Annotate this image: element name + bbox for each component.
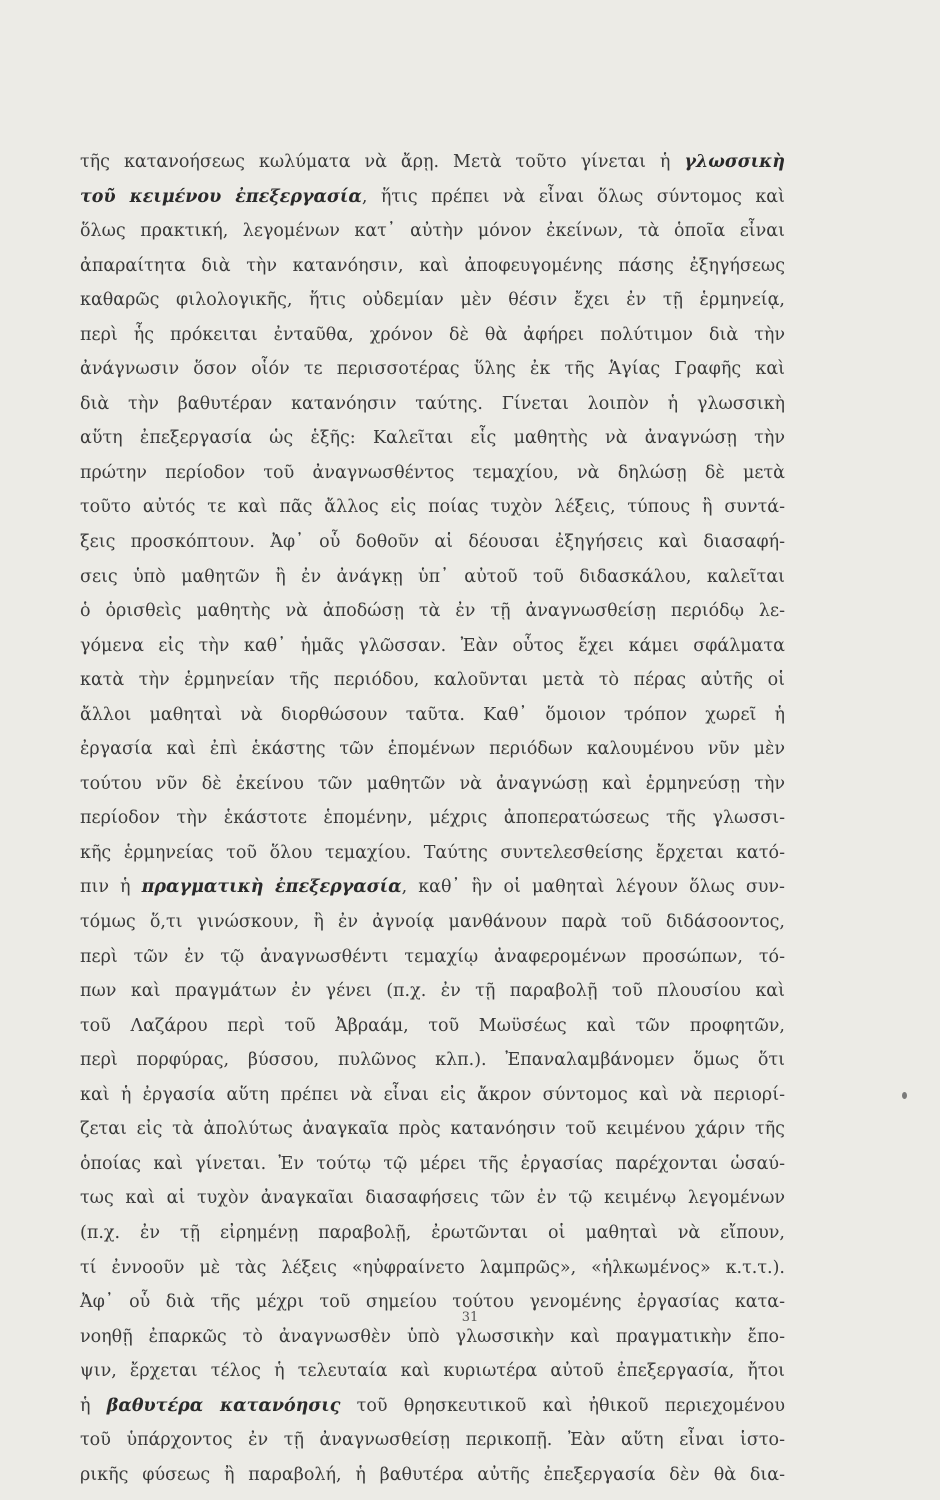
text-segment: τως καὶ αἱ τυχὸν ἀναγκαῖαι διασαφήσεις τῶν ἐν τῷ κειμένῳ λεγομένων [80, 1188, 785, 1209]
text-line [80, 870, 785, 905]
text-line [80, 180, 785, 215]
text-segment: κατὰ τὴν ἑρμηνείαν τῆς περιόδου, καλοῦνται μετὰ τὸ πέρας αὐτῆς οἱ [80, 670, 785, 691]
text-segment: ὅλως πρακτική, λεγομένων κατ᾽ αὐτὴν μόνον ἐκείνων, τὰ ὁποῖα εἶναι [80, 221, 785, 242]
text-segment: ξεις προσκόπτουν. Ἀφ᾽ οὗ δοθοῦν αἱ δέουσαι ἐξηγήσεις καὶ διασαφή- [80, 532, 785, 553]
text-segment: τοῦ ὑπάρχοντος ἐν τῇ ἀναγνωσθείσῃ περικοπῇ. Ἐὰν αὕτη εἶναι ἱστο- [80, 1430, 785, 1451]
text-segment: ἄλλοι μαθηταὶ νὰ διορθώσουν ταῦτα. Καθ᾽ ὅμοιον τρόπον χωρεῖ ἡ [80, 704, 785, 725]
text-segment: ψιν, ἔρχεται τέλος ἡ τελευταία καὶ κυριωτέρα αὐτοῦ ἐπεξεργασία, ἤτοι [80, 1361, 785, 1382]
text-line [80, 1389, 785, 1424]
text-line [80, 214, 785, 249]
text-line [80, 836, 785, 871]
text-line [80, 1251, 785, 1286]
text-line [80, 1423, 785, 1458]
text-segment: ἀνάγνωσιν ὅσον οἷόν τε περισσοτέρας ὕλης ἐκ τῆς Ἁγίας Γραφῆς καὶ [80, 359, 785, 380]
text-segment: πρώτην περίοδον τοῦ ἀναγνωσθέντος τεμαχίου, νὰ δηλώσῃ δὲ μετὰ [80, 462, 785, 483]
emphasized-phrase: πραγματικὴ ἐπεξεργασία [141, 877, 402, 898]
text-line [80, 698, 785, 733]
text-segment: γόμενα εἰς τὴν καθ᾽ ἡμᾶς γλῶσσαν. Ἐὰν οὗτος ἔχει κάμει σφάλματα [80, 635, 785, 656]
emphasized-phrase: τοῦ κειμένου ἐπεξεργασία [80, 186, 362, 207]
text-line [80, 767, 785, 802]
text-line [80, 387, 785, 422]
text-line [80, 145, 785, 180]
page-number: 31 [461, 1310, 479, 1325]
text-segment: περὶ πορφύρας, βύσσου, πυλῶνος κλπ.). Ἐπαναλαμβάνομεν ὅμως ὅτι [80, 1050, 785, 1071]
text-line [80, 594, 785, 629]
text-segment: τοῦτο αὐτός τε καὶ πᾶς ἄλλος εἰς ποίας τυχὸν λέξεις, τύπους ἢ συντά- [80, 497, 785, 518]
text-line [80, 1354, 785, 1389]
text-segment: τόμως ὅ,τι γινώσκουν, ἢ ἐν ἀγνοίᾳ μανθάνουν παρὰ τοῦ διδάσοοντος, [80, 912, 785, 933]
text-segment: πιν ἡ [80, 877, 142, 898]
text-line [80, 352, 785, 387]
text-segment: περίοδον τὴν ἑκάστοτε ἑπομένην, μέχρις ἀποπερατώσεως τῆς γλωσσι- [80, 808, 785, 829]
text-line [80, 421, 785, 456]
text-line [80, 283, 785, 318]
text-line [80, 249, 785, 284]
text-segment: καὶ ἡ ἐργασία αὕτη πρέπει νὰ εἶναι εἰς ἄκρον σύντομος καὶ νὰ περιορί- [80, 1084, 785, 1105]
text-line [80, 905, 785, 940]
text-segment: Ἀφ᾽ οὗ διὰ τῆς μέχρι τοῦ σημείου τούτου γενομένης ἐργασίας κατα- [80, 1292, 785, 1313]
text-segment: ὁποίας καὶ γίνεται. Ἐν τούτῳ τῷ μέρει τῆς ἐργασίας παρέχονται ὡσαύ- [80, 1153, 785, 1174]
emphasized-phrase: βαθυτέρα κατανόησις [106, 1395, 341, 1416]
text-segment: διὰ τὴν βαθυτέραν κατανόησιν ταύτης. Γίνεται λοιπὸν ἡ γλωσσικὴ [80, 393, 785, 414]
text-segment: αὕτη ἐπεξεργασία ὡς ἑξῆς: Καλεῖται εἷς μαθητὴς νὰ ἀναγνώσῃ τὴν [80, 428, 785, 449]
text-segment: ἀπαραίτητα διὰ τὴν κατανόησιν, καὶ ἀποφευγομένης πάσης ἐξηγήσεως [80, 255, 785, 276]
text-segment: καθαρῶς φιλολογικῆς, ἥτις οὐδεμίαν μὲν θέσιν ἔχει ἐν τῇ ἑρμηνείᾳ, [80, 290, 785, 311]
text-segment: , καθ᾽ ἣν οἱ μαθηταὶ λέγουν ὅλως συν- [401, 877, 785, 898]
text-line [80, 1043, 785, 1078]
text-line [80, 940, 785, 975]
text-line [80, 525, 785, 560]
text-segment: ὁ ὁρισθεὶς μαθητὴς νὰ ἀποδώσῃ τὰ ἐν τῇ ἀναγνωσθείσῃ περιόδῳ λε- [80, 601, 785, 622]
text-line [80, 732, 785, 767]
text-line [80, 490, 785, 525]
text-line [80, 801, 785, 836]
text-segment: τῆς κατανοήσεως κωλύματα νὰ ἄρῃ. Μετὰ τοῦτο γίνεται ἡ [80, 152, 685, 172]
text-line [80, 1181, 785, 1216]
text-segment: πων καὶ πραγμάτων ἐν γένει (π.χ. ἐν τῇ παραβολῇ τοῦ πλουσίου καὶ [80, 981, 785, 1002]
text-segment: ἐργασία καὶ ἐπὶ ἑκάστης τῶν ἑπομένων περιόδων καλουμένου νῦν μὲν [80, 739, 785, 760]
text-line [80, 663, 785, 698]
text-line [80, 456, 785, 491]
text-segment: σεις ὑπὸ μαθητῶν ἢ ἐν ἀνάγκῃ ὑπ᾽ αὐτοῦ τοῦ διδασκάλου, καλεῖται [80, 566, 785, 587]
text-line [80, 1078, 785, 1113]
text-segment: ἡ [80, 1395, 107, 1416]
text-line [80, 629, 785, 664]
text-line [80, 1458, 785, 1493]
text-line [80, 974, 785, 1009]
text-segment: ζεται εἰς τὰ ἀπολύτως ἀναγκαῖα πρὸς κατανόησιν τοῦ κειμένου χάριν τῆς [80, 1119, 785, 1140]
text-segment: κῆς ἑρμηνείας τοῦ ὅλου τεμαχίου. Ταύτης συντελεσθείσης ἔρχεται κατό- [80, 842, 785, 863]
text-segment: τούτου νῦν δὲ ἐκείνου τῶν μαθητῶν νὰ ἀναγνώσῃ καὶ ἑρμηνεύσῃ τὴν [80, 773, 785, 794]
text-line [80, 1009, 785, 1044]
text-segment: ρικῆς φύσεως ἢ παραβολή, ἡ βαθυτέρα αὐτῆς ἐπεξεργασία δὲν θὰ δια- [80, 1464, 785, 1485]
emphasized-phrase: γλωσσικὴ [684, 152, 785, 172]
text-segment: περὶ ἧς πρόκειται ἐνταῦθα, χρόνον δὲ θὰ ἀφήρει πολύτιμον διὰ τὴν [80, 324, 785, 345]
text-segment: τοῦ Λαζάρου περὶ τοῦ Ἀβραάμ, τοῦ Μωϋσέως καὶ τῶν προφητῶν, [80, 1015, 785, 1036]
text-line [80, 560, 785, 595]
text-line [80, 318, 785, 353]
paper-speck [902, 1092, 907, 1099]
text-segment: τοῦ θρησκευτικοῦ καὶ ἠθικοῦ περιεχομένου [340, 1395, 785, 1416]
text-line [80, 1112, 785, 1147]
text-line [80, 1216, 785, 1251]
text-segment: (π.χ. ἐν τῇ εἰρημένῃ παραβολῇ, ἐρωτῶνται οἱ μαθηταὶ νὰ εἴπουν, [80, 1222, 785, 1243]
text-segment: , ἥτις πρέπει νὰ εἶναι ὅλως σύντομος καὶ [361, 186, 785, 207]
text-segment: τί ἐννοοῦν μὲ τὰς λέξεις «ηὐφραίνετο λαμπρῶς», «ἡλκωμένος» κ.τ.τ.). [80, 1257, 785, 1278]
body-text [80, 145, 785, 1492]
text-line [80, 1147, 785, 1182]
text-segment: περὶ τῶν ἐν τῷ ἀναγνωσθέντι τεμαχίῳ ἀναφερομένων προσώπων, τό- [80, 946, 785, 967]
text-segment: νοηθῇ ἐπαρκῶς τὸ ἀναγνωσθὲν ὑπὸ γλωσσικὴν καὶ πραγματικὴν ἔπο- [80, 1326, 785, 1347]
